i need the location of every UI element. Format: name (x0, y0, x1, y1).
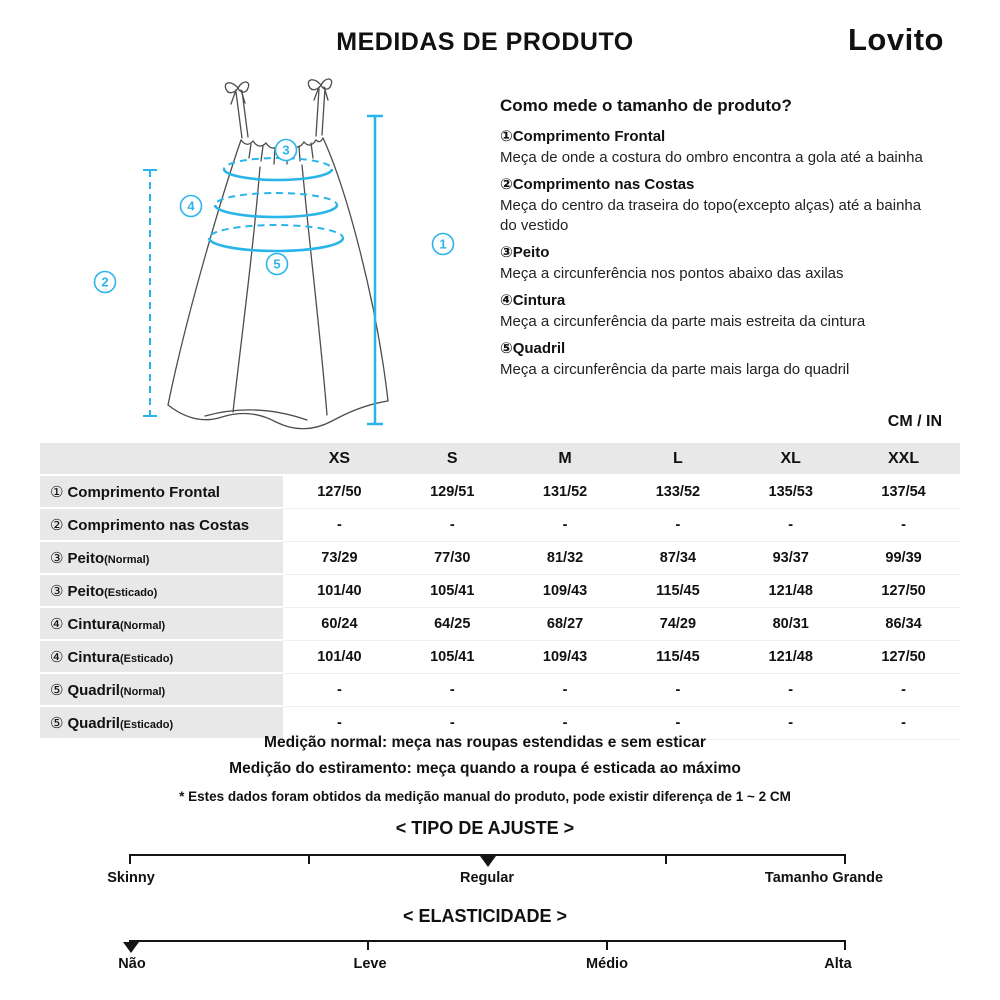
marker-4-number: 4 (187, 198, 195, 214)
size-table (40, 443, 960, 740)
row-label-sub: (Esticado) (119, 718, 174, 731)
size-value-cell: 73/29 (283, 541, 396, 574)
size-col-header: XXL (847, 443, 960, 475)
guide-item-label (500, 290, 924, 311)
size-value-cell: 131/52 (509, 475, 622, 508)
guide-item-label (500, 338, 924, 359)
note-tolerance: * Estes dados foram obtidos da medição manual do produto, pode existir diferença de 1 ~ 2 CM (179, 789, 791, 804)
size-value-cell: - (621, 706, 734, 739)
table-row (40, 574, 960, 607)
guide-item-title: Quadril (512, 340, 566, 357)
guide-item-title: Comprimento nas Costas (512, 176, 695, 193)
size-value-cell: - (283, 673, 396, 706)
size-value-cell: 115/45 (621, 574, 734, 607)
row-label (40, 673, 283, 706)
elasticity-scale-tick (844, 940, 846, 950)
fit-label-regular: Regular (460, 870, 514, 886)
circled-number: ② (50, 516, 64, 534)
row-label-text: Peito (67, 549, 105, 567)
size-value-cell: 109/43 (509, 640, 622, 673)
guide-item-description: Meça a circunferência da parte mais larga do quadril (500, 361, 850, 378)
row-label-sub: (Normal) (119, 619, 166, 632)
size-value-cell: 64/25 (396, 607, 509, 640)
row-label (40, 574, 283, 607)
size-value-cell: - (734, 673, 847, 706)
dress-diagram (55, 72, 475, 432)
page-title: MEDIDAS DE PRODUTO (336, 28, 634, 56)
unit-label: CM / IN (887, 413, 942, 430)
guide-item-bust (500, 242, 924, 284)
fit-scale-tick (129, 854, 131, 864)
table-row (40, 508, 960, 541)
row-label-text: Peito (67, 582, 105, 600)
measurement-lines (143, 116, 383, 424)
guide-item-label (500, 242, 924, 263)
row-label-text: Cintura (67, 648, 120, 666)
size-value-cell: - (396, 508, 509, 541)
circled-number: ④ (50, 648, 64, 666)
circled-number: ④ (50, 615, 64, 633)
size-value-cell: 137/54 (847, 475, 960, 508)
guide-item-hip (500, 338, 924, 380)
size-value-cell: 121/48 (734, 574, 847, 607)
size-value-cell: - (396, 673, 509, 706)
note-normal-measure: Medição normal: meça nas roupas estendidas e sem esticar (264, 734, 706, 751)
guide-item-title: Comprimento Frontal (512, 128, 666, 145)
size-value-cell: 127/50 (283, 475, 396, 508)
circled-number: ① (500, 128, 513, 145)
circled-number: ③ (50, 549, 64, 567)
row-label (40, 541, 283, 574)
size-value-cell: - (734, 508, 847, 541)
table-row (40, 607, 960, 640)
size-col-header: S (396, 443, 509, 475)
circled-number: ⑤ (500, 340, 513, 357)
row-label-text: Quadril (67, 681, 120, 699)
row-label-sub: (Normal) (104, 553, 150, 566)
size-value-cell: - (734, 706, 847, 739)
measure-guide (500, 96, 924, 386)
size-value-cell: 127/50 (847, 574, 960, 607)
circled-number: ⑤ (50, 681, 64, 699)
circled-number: ⑤ (50, 714, 64, 732)
row-label (40, 607, 283, 640)
note-stretch-measure: Medição do estiramento: meça quando a roupa é esticada ao máximo (229, 760, 741, 777)
guide-item-back-length (500, 174, 924, 236)
size-table-header-row (40, 443, 960, 475)
size-value-cell: - (396, 706, 509, 739)
size-value-cell: 81/32 (509, 541, 622, 574)
size-table-corner (40, 443, 283, 475)
guide-item-title: Peito (512, 244, 550, 261)
size-value-cell: - (847, 508, 960, 541)
row-label-text: Cintura (67, 615, 120, 633)
fit-label-plus: Tamanho Grande (764, 870, 884, 886)
size-col-header: XL (734, 443, 847, 475)
size-value-cell: 129/51 (396, 475, 509, 508)
size-value-cell: - (847, 706, 960, 739)
size-value-cell: - (509, 673, 622, 706)
size-value-cell: - (283, 706, 396, 739)
guide-item-label (500, 126, 924, 147)
table-row (40, 541, 960, 574)
marker-5-number: 5 (273, 256, 281, 272)
size-value-cell: - (509, 706, 622, 739)
circled-number: ③ (500, 244, 513, 261)
size-value-cell: 87/34 (621, 541, 734, 574)
elasticity-scale-tick (606, 940, 608, 950)
marker-2-number: 2 (101, 274, 109, 290)
size-value-cell: 74/29 (621, 607, 734, 640)
row-label-sub: (Normal) (119, 685, 166, 698)
circled-number: ③ (50, 582, 64, 600)
size-value-cell: 68/27 (509, 607, 622, 640)
guide-item-waist (500, 290, 924, 332)
fit-scale-tick (665, 854, 667, 864)
row-label-text: Comprimento nas Costas (67, 516, 250, 534)
circled-number: ① (50, 483, 64, 501)
size-value-cell: 105/41 (396, 640, 509, 673)
brand-logo: Lovito (848, 22, 944, 57)
size-value-cell: 60/24 (283, 607, 396, 640)
guide-item-description: Meça a circunferência nos pontos abaixo das axilas (500, 265, 844, 282)
table-row (40, 475, 960, 508)
row-label-text: Comprimento Frontal (67, 483, 220, 501)
fit-label-skinny: Skinny (107, 870, 155, 886)
size-value-cell: - (283, 508, 396, 541)
size-value-cell: 93/37 (734, 541, 847, 574)
elasticity-scale-heading: < ELASTICIDADE > (402, 906, 568, 926)
elasticity-scale-tick (367, 940, 369, 950)
table-row (40, 640, 960, 673)
size-value-cell: 121/48 (734, 640, 847, 673)
fit-scale-tick (308, 854, 310, 864)
circled-number: ② (500, 176, 513, 193)
guide-item-description: Meça de onde a costura do ombro encontra a gola até a bainha (500, 149, 923, 166)
size-value-cell: 127/50 (847, 640, 960, 673)
size-value-cell: 109/43 (509, 574, 622, 607)
size-value-cell: 101/40 (283, 574, 396, 607)
row-label (40, 508, 283, 541)
guide-item-description: Meça a circunferência da parte mais estreita da cintura (500, 313, 866, 330)
elasticity-scale-marker-icon (123, 942, 139, 953)
size-col-header: L (621, 443, 734, 475)
elasticity-label-none: Não (118, 956, 146, 972)
size-value-cell: 80/31 (734, 607, 847, 640)
row-label-text: Quadril (67, 714, 120, 732)
fit-scale (0, 846, 1000, 906)
size-value-cell: 105/41 (396, 574, 509, 607)
guide-item-front-length (500, 126, 924, 168)
size-value-cell: - (509, 508, 622, 541)
table-row (40, 673, 960, 706)
guide-heading: Como mede o tamanho de produto? (500, 96, 792, 115)
elasticity-label-high: Alta (824, 956, 852, 972)
elasticity-scale (0, 932, 1000, 992)
elasticity-label-medium: Médio (586, 956, 628, 972)
row-label-sub: (Esticado) (119, 652, 174, 665)
row-label-sub: (Esticado) (104, 586, 158, 599)
size-value-cell: 99/39 (847, 541, 960, 574)
size-value-cell: - (847, 673, 960, 706)
size-value-cell: 101/40 (283, 640, 396, 673)
size-value-cell: - (621, 673, 734, 706)
size-value-cell: 135/53 (734, 475, 847, 508)
size-col-header: XS (283, 443, 396, 475)
fit-scale-marker-icon (480, 856, 496, 867)
marker-1-number: 1 (439, 236, 447, 252)
guide-item-title: Cintura (512, 292, 566, 309)
fit-scale-tick (844, 854, 846, 864)
row-label (40, 640, 283, 673)
elasticity-scale-line (130, 940, 845, 942)
marker-3-number: 3 (282, 142, 290, 158)
dress-illustration-svg (55, 72, 475, 432)
size-value-cell: 133/52 (621, 475, 734, 508)
guide-item-description: Meça do centro da traseira do topo(excepto alças) até a bainha do vestido (500, 197, 922, 234)
size-value-cell: - (621, 508, 734, 541)
size-value-cell: 86/34 (847, 607, 960, 640)
size-value-cell: 77/30 (396, 541, 509, 574)
size-col-header: M (509, 443, 622, 475)
fit-scale-heading: < TIPO DE AJUSTE > (395, 818, 575, 838)
size-value-cell: 115/45 (621, 640, 734, 673)
guide-item-label (500, 174, 924, 195)
circled-number: ④ (500, 292, 513, 309)
row-label (40, 475, 283, 508)
elasticity-label-light: Leve (353, 956, 387, 972)
